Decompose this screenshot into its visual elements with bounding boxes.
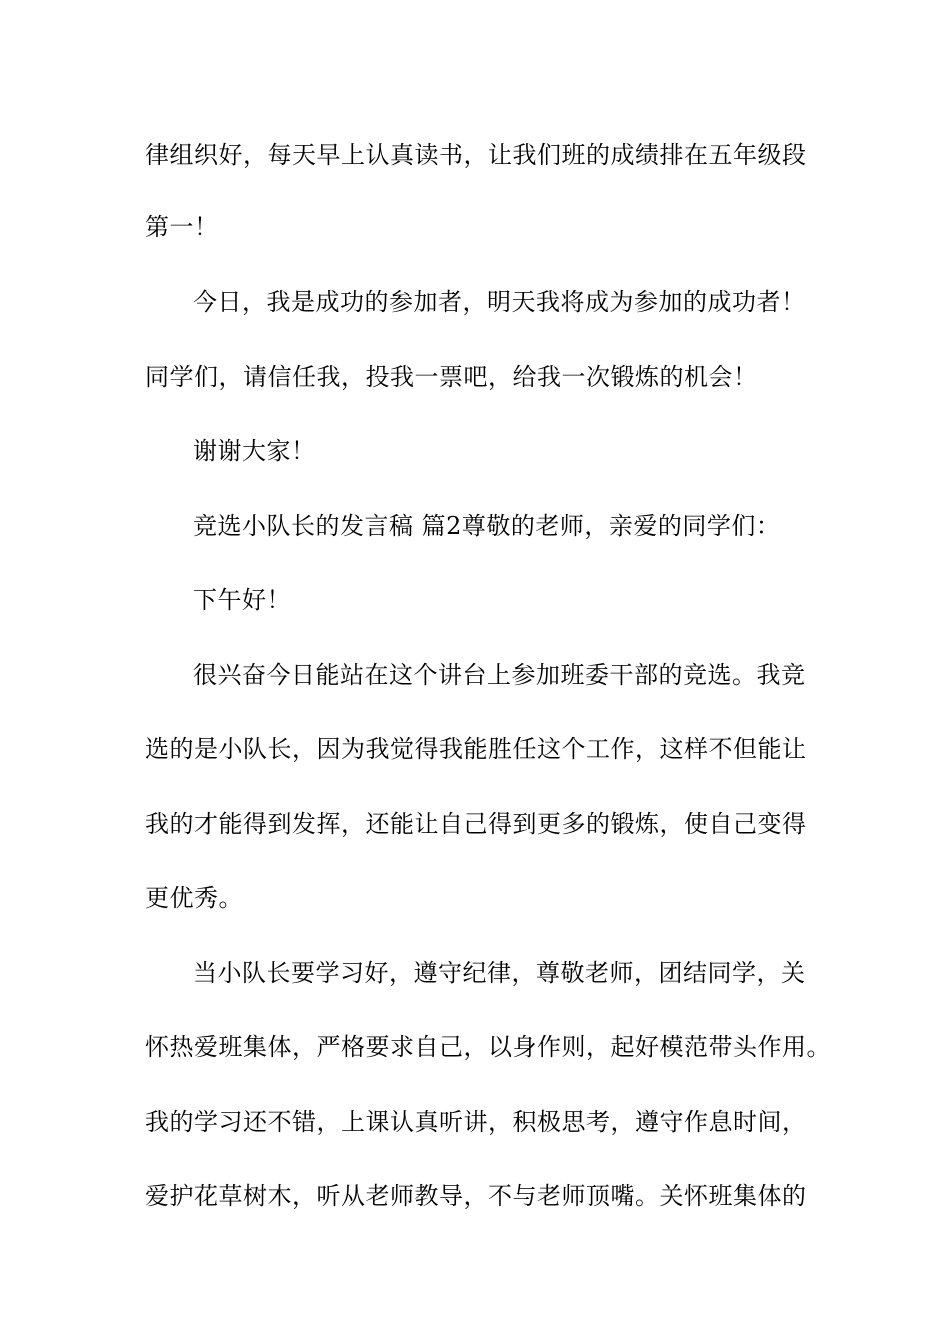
text-line: 选的是小队长，因为我觉得我能胜任这个工作，这样不但能让 <box>145 735 807 763</box>
paragraph-start: 很兴奋今日能站在这个讲台上参加班委干部的竞选。我竞 <box>193 661 806 689</box>
text-line: 我的才能得到发挥，还能让自己得到更多的锻炼，使自己变得 <box>145 810 807 838</box>
paragraph-start: 谢谢大家！ <box>193 437 316 465</box>
paragraph-start: 当小队长要学习好，遵守纪律，尊敬老师，团结同学，关 <box>193 959 806 987</box>
section-heading: 竞选小队长的发言稿 篇2尊敬的老师，亲爱的同学们： <box>193 512 781 540</box>
paragraph-start: 今日，我是成功的参加者，明天我将成为参加的成功者！ <box>193 288 806 316</box>
text-line: 更优秀。 <box>145 884 243 912</box>
paragraph-start: 下午好！ <box>193 586 291 614</box>
text-line: 第一！ <box>145 213 219 241</box>
text-line: 怀热爱班集体，严格要求自己，以身作则，起好模范带头作用。 <box>145 1033 831 1061</box>
text-line: 同学们，请信任我，投我一票吧，给我一次锻炼的机会！ <box>145 363 758 391</box>
text-line: 我的学习还不错，上课认真听讲，积极思考，遵守作息时间， <box>145 1108 807 1136</box>
text-line: 律组织好，每天早上认真读书，让我们班的成绩排在五年级段 <box>145 141 807 169</box>
text-line: 爱护花草树木，听从老师教导，不与老师顶嘴。关怀班集体的 <box>145 1182 807 1210</box>
